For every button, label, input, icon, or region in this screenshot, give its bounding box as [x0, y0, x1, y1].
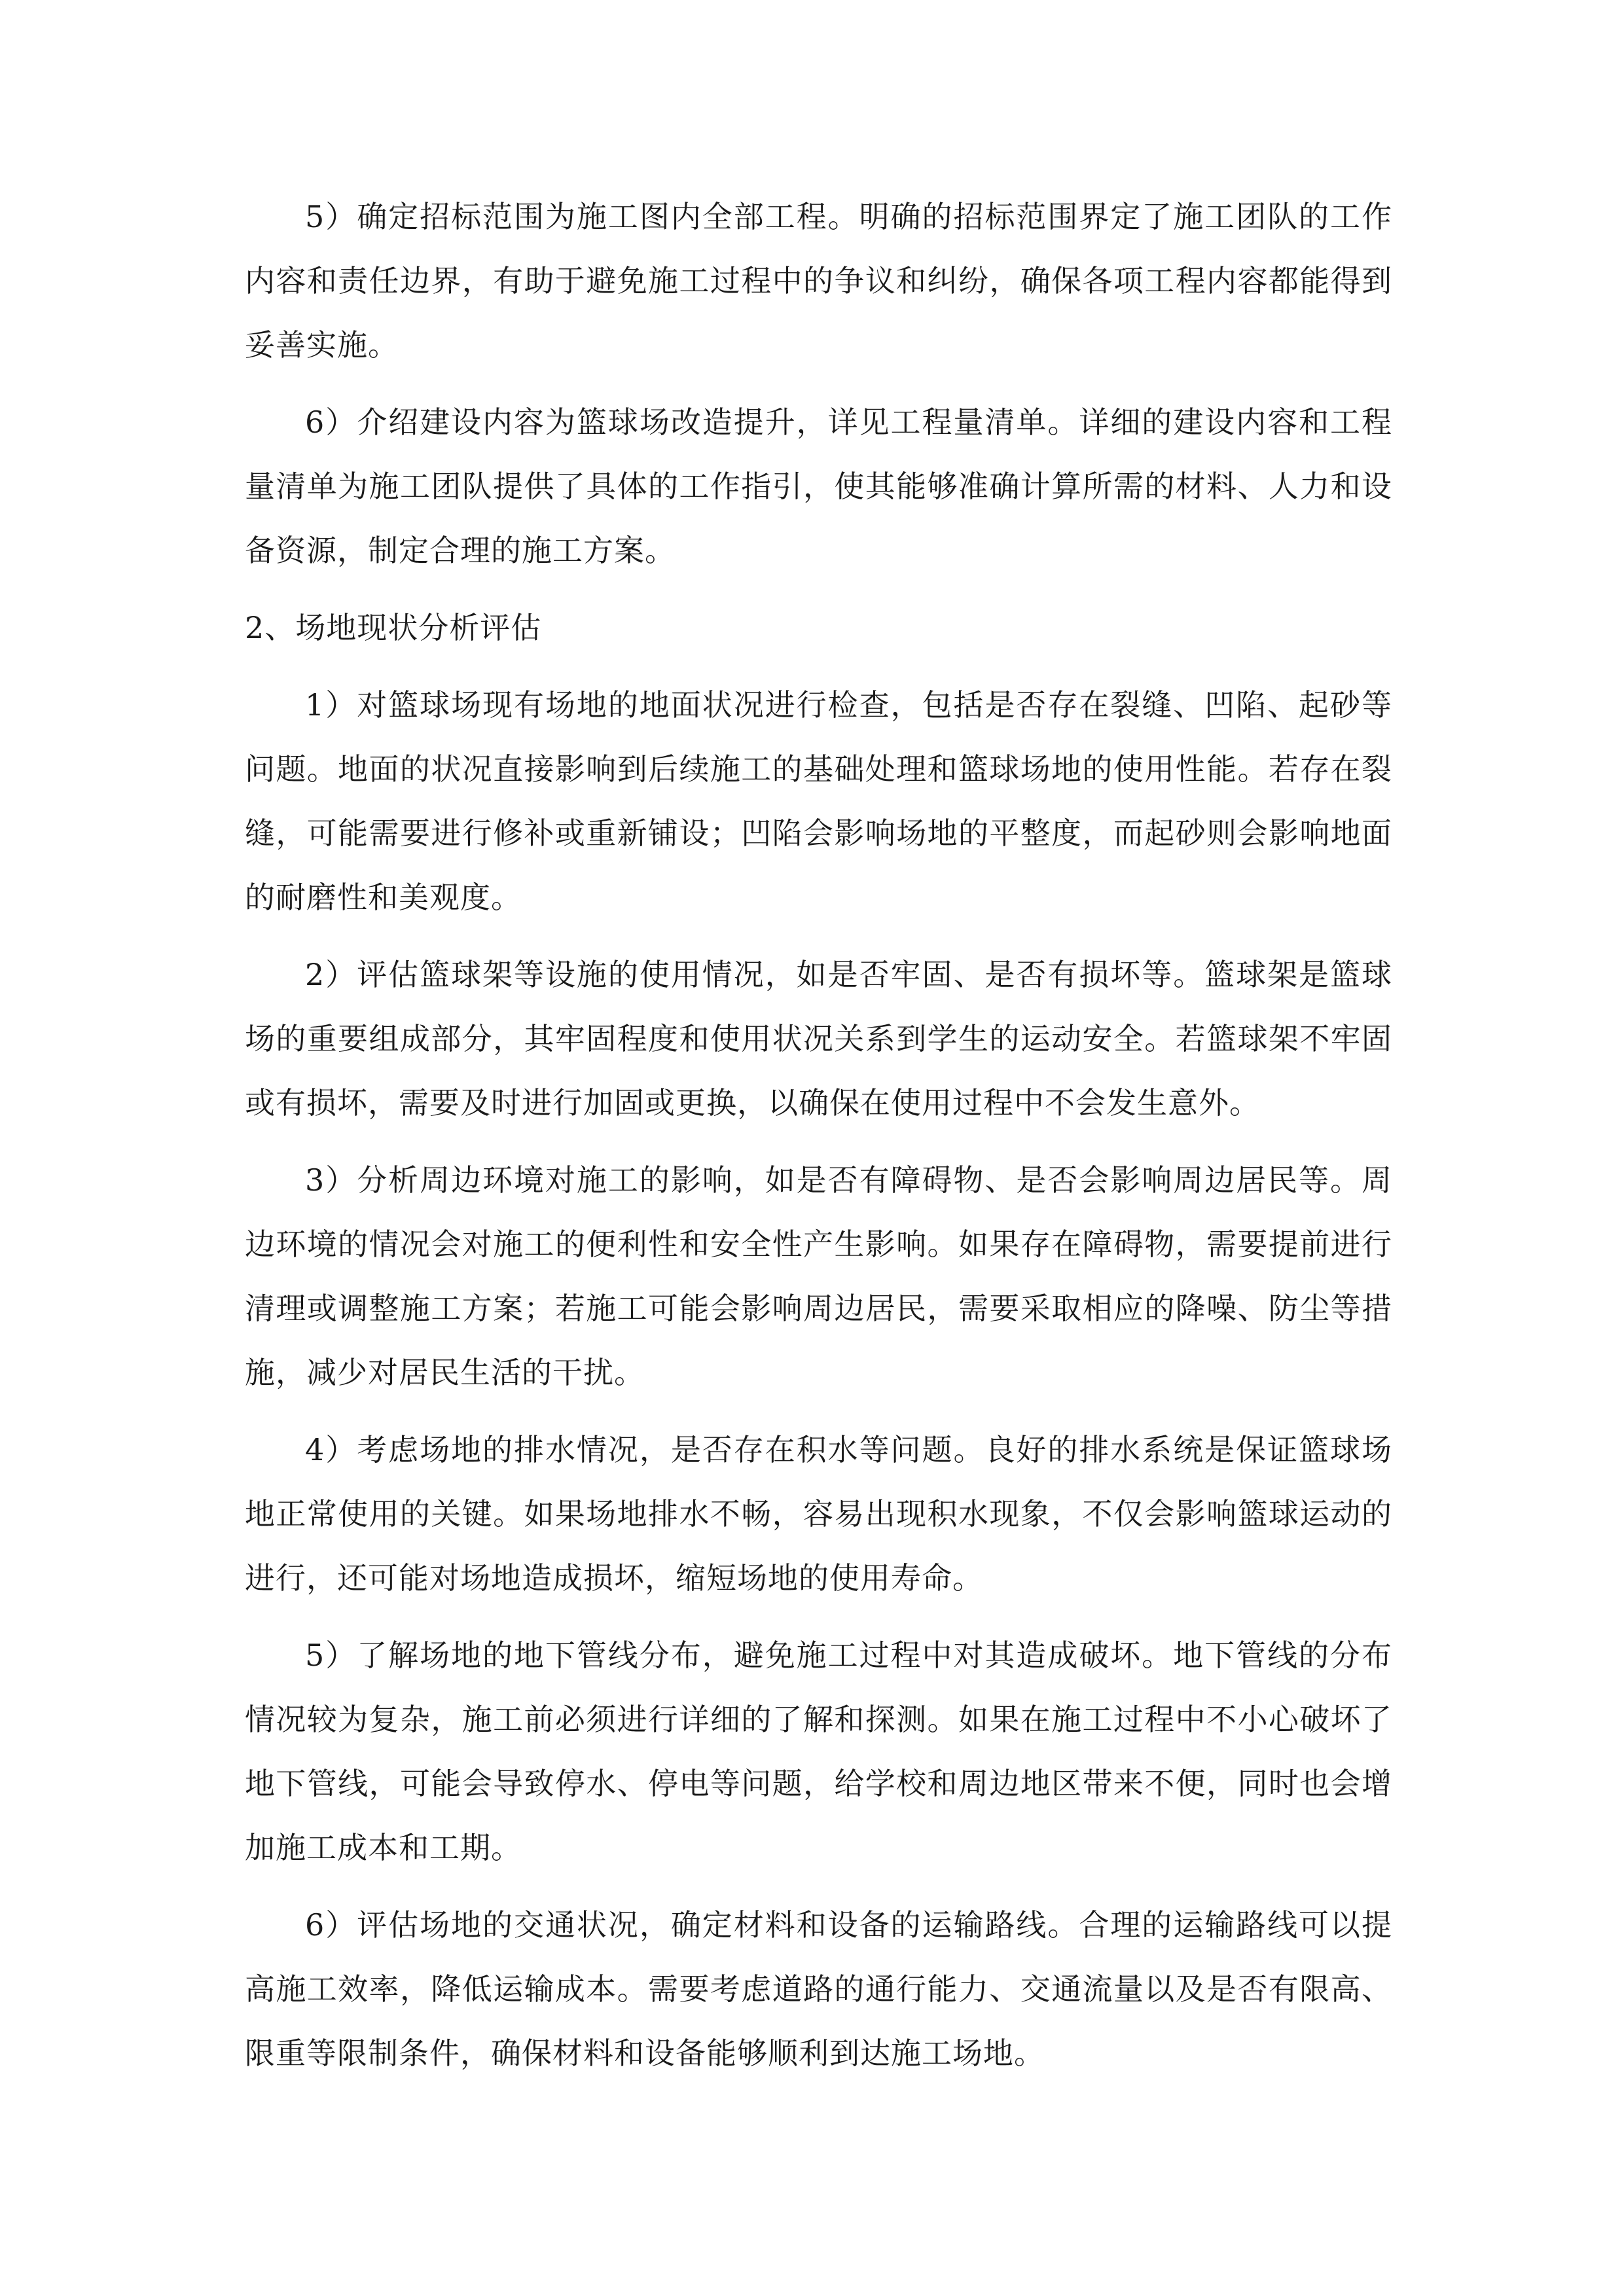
paragraph-traffic-routes: 6）评估场地的交通状况，确定材料和设备的运输路线。合理的运输路线可以提高施工效率，降低运输成本。需要考虑道路的通行能力、交通流量以及是否有限高、限重等限制条件，确保材料和设备能够顺利到达施工场地。 [245, 1907, 1392, 2071]
paragraph-underground-pipelines: 5）了解场地的地下管线分布，避免施工过程中对其造成破坏。地下管线的分布情况较为复杂，施工前必须进行详细的了解和探测。如果在施工过程中不小心破坏了地下管线，可能会导致停水、停电等问题，给学校和周边地区带来不便，同时也会增加施工成本和工期。 [245, 1638, 1392, 1865]
paragraph-construction-content: 6）介绍建设内容为篮球场改造提升，详见工程量清单。详细的建设内容和工程量清单为施工团队提供了具体的工作指引，使其能够准确计算所需的材料、人力和设备资源，制定合理的施工方案。 [245, 404, 1392, 568]
paragraph-hoop-facilities: 2）评估篮球架等设施的使用情况，如是否牢固、是否有损坏等。篮球架是篮球场的重要组成部分，其牢固程度和使用状况关系到学生的运动安全。若篮球架不牢固或有损坏，需要及时进行加固或更换，以确保在使用过程中不会发生意外。 [245, 957, 1392, 1121]
paragraph-surroundings: 3）分析周边环境对施工的影响，如是否有障碍物、是否会影响周边居民等。周边环境的情况会对施工的便利性和安全性产生影响。如果存在障碍物，需要提前进行清理或调整施工方案；若施工可能会影响周边居民，需要采取相应的降噪、防尘等措施，减少对居民生活的干扰。 [245, 1162, 1392, 1390]
paragraph-scope-of-tender: 5）确定招标范围为施工图内全部工程。明确的招标范围界定了施工团队的工作内容和责任边界，有助于避免施工过程中的争议和纠纷，确保各项工程内容都能得到妥善实施。 [245, 199, 1392, 363]
document-body [245, 185, 1392, 2098]
paragraph-ground-condition: 1）对篮球场现有场地的地面状况进行检查，包括是否存在裂缝、凹陷、起砂等问题。地面的状况直接影响到后续施工的基础处理和篮球场地的使用性能。若存在裂缝，可能需要进行修补或重新铺设；凹陷会影响场地的平整度，而起砂则会影响地面的耐磨性和美观度。 [245, 687, 1392, 915]
paragraph-drainage: 4）考虑场地的排水情况，是否存在积水等问题。良好的排水系统是保证篮球场地正常使用的关键。如果场地排水不畅，容易出现积水现象，不仅会影响篮球运动的进行，还可能对场地造成损坏，缩短场地的使用寿命。 [245, 1432, 1392, 1596]
section-heading-site-assessment: 2、场地现状分析评估 [245, 610, 542, 645]
